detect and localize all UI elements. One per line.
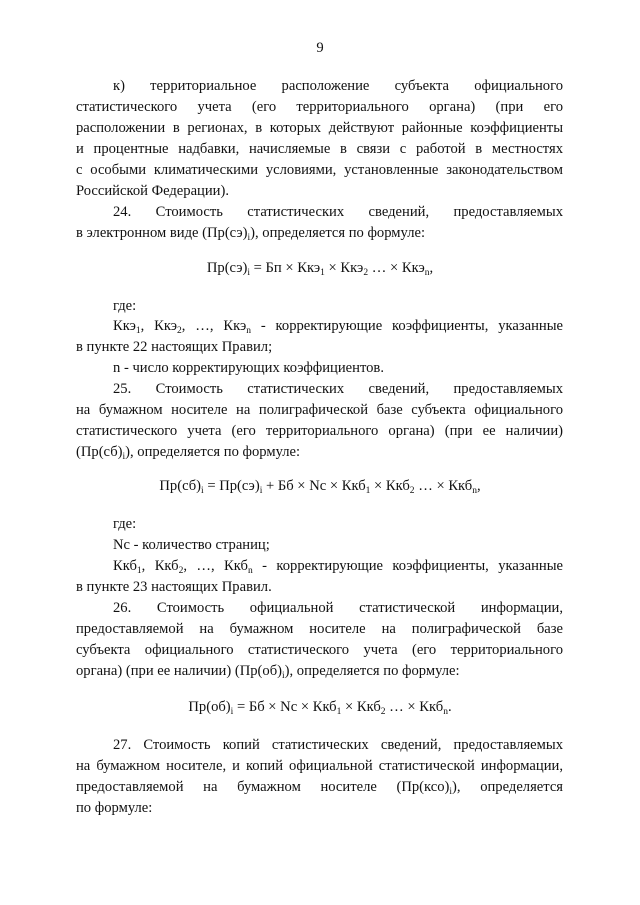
coefficients-kkb-line: Ккб$_1$, Ккб$_2$, …, Ккб$_n$ - корректирующие коэффициенты, указанные: [113, 558, 564, 576]
paragraph-26-line-3: субъекта официального статистического учета (его территориального: [76, 642, 563, 658]
paragraph-27-line-4: по формуле:: [76, 800, 153, 816]
where-label-24: где:: [113, 298, 137, 314]
paragraph-27-line-1: 27. Стоимость копий статистических сведений, предоставляемых: [113, 737, 563, 753]
coefficients-kke-line: Ккэ$_1$, Ккэ$_2$, …, Ккэ$_n$ - корректирующие коэффициенты, указанные: [113, 318, 564, 336]
paragraph-25-line-1: 25. Стоимость статистических сведений, предоставляемых: [113, 381, 563, 397]
formula-24: $Пр(сэ)_i$ = Бп × Ккэ$_1$ × Ккэ$_2$ … × Ккэ$_n$,: [206, 260, 434, 278]
paragraph-k-line-6: Российской Федерации).: [76, 183, 229, 199]
paragraph-k-line-5: с особыми климатическими условиями, установленные законодательством: [76, 162, 563, 178]
paragraph-k-line-2: статистического учета (его территориального органа) (при его: [76, 99, 563, 115]
paragraph-25-line-4: $(Пр(сб)_i)$, определяется по формуле:: [76, 444, 301, 462]
coefficients-kke-ref: в пункте 22 настоящих Правил;: [76, 339, 273, 355]
paragraph-26-line-4: органа) (при ее наличии) $(Пр(об)_i)$, определяется по формуле:: [76, 663, 460, 681]
coefficients-count-def: n - число корректирующих коэффициентов.: [113, 360, 384, 376]
paragraph-k-line-1: к) территориальное расположение субъекта официального: [113, 78, 563, 94]
paragraph-25-line-2: на бумажном носителе на полиграфической базе субъекта официального: [76, 402, 563, 418]
coefficients-kkb-ref: в пункте 23 настоящих Правил.: [76, 579, 272, 595]
formula-26: $Пр(об)_i$ = Бб × Nc × Ккб$_1$ × Ккб$_2$ … × Ккб$_n$.: [188, 699, 452, 717]
pages-count-def: Nc - количество страниц;: [113, 537, 270, 553]
paragraph-27-line-2: на бумажном носителе, и копий официальной статистической информации,: [76, 758, 563, 774]
formula-25: $Пр(сб)_i = Пр(сэ)_i$ + Бб × Nc × Ккб$_1$ × Ккб$_2$ … × Ккб$_n$,: [159, 478, 481, 496]
paragraph-26-line-1: 26. Стоимость официальной статистической информации,: [113, 600, 563, 616]
paragraph-k-line-3: расположении в регионах, в которых действуют районные коэффициенты: [76, 120, 563, 136]
paragraph-25-line-3: статистического учета (его территориального органа) (при ее наличии): [76, 423, 563, 439]
page-number: 9: [316, 40, 324, 56]
paragraph-26-line-2: предоставляемой на бумажном носителе на полиграфической базе: [76, 621, 563, 637]
paragraph-27-line-3: предоставляемой на бумажном носителе $(Пр(ксо)_i)$, определяется: [76, 779, 564, 797]
where-label-25: где:: [113, 516, 137, 532]
paragraph-24-line-2: в электронном виде $(Пр(сэ)_i)$, определяется по формуле:: [76, 225, 426, 243]
paragraph-k-line-4: и процентные надбавки, начисляемые в связи с работой в местностях: [76, 141, 563, 157]
paragraph-24-line-1: 24. Стоимость статистических сведений, предоставляемых: [113, 204, 563, 220]
